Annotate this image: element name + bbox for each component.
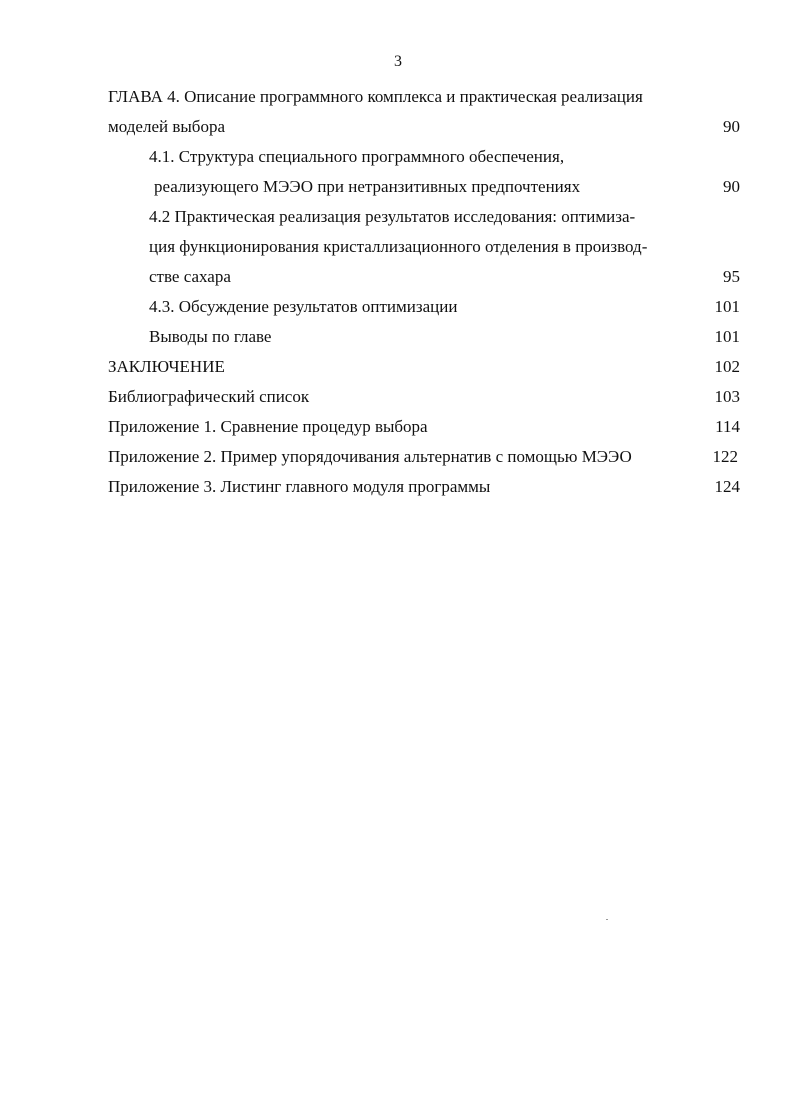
toc-section-4-3 [108, 292, 740, 322]
toc-bibliography-page: 103 [714, 387, 740, 406]
toc-conclusion-title: ЗАКЛЮЧЕНИЕ [108, 357, 225, 376]
toc-section-4-2-line-1 [108, 202, 740, 232]
toc-appendix-2-title: Приложение 2. Пример упорядочивания альтернатив с помощью МЭЭО [108, 447, 632, 466]
toc-chapter-4-line-2 [108, 112, 740, 142]
toc-section-4-3-page: 101 [714, 297, 740, 316]
table-of-contents [108, 82, 740, 502]
toc-chapter-4-title: ГЛАВА 4. Описание программного комплекса и практическая реализация [108, 87, 643, 106]
toc-section-4-2-line-2 [108, 232, 740, 262]
toc-section-4-2-line-3 [108, 262, 740, 292]
toc-chapter-4-page: 90 [723, 117, 740, 136]
toc-section-4-1-title-cont: реализующего МЭЭО при нетранзитивных предпочтениях [154, 177, 581, 196]
toc-chapter-conclusions-page: 101 [714, 327, 740, 346]
toc-section-4-3-title: 4.3. Обсуждение результатов оптимизации [149, 297, 458, 316]
toc-section-4-1-line-1 [108, 142, 740, 172]
toc-section-4-1-page: 90 [723, 177, 740, 196]
toc-bibliography [108, 382, 740, 412]
toc-appendix-3 [108, 472, 740, 502]
scan-speck [606, 919, 608, 920]
toc-section-4-2-page: 95 [723, 267, 740, 286]
toc-appendix-2 [108, 442, 740, 472]
toc-section-4-1-line-2 [108, 172, 740, 202]
toc-section-4-1-title: 4.1. Структура специального программного обеспечения, [149, 147, 565, 166]
toc-appendix-2-page: 122 [712, 447, 738, 466]
toc-appendix-1-title: Приложение 1. Сравнение процедур выбора [108, 417, 428, 436]
toc-appendix-1 [108, 412, 740, 442]
page-number: 3 [394, 53, 402, 70]
toc-chapter-conclusions [108, 322, 740, 352]
toc-conclusion-page: 102 [714, 357, 740, 376]
toc-chapter-conclusions-title: Выводы по главе [149, 327, 272, 346]
toc-section-4-2-title-cont: ция функционирования кристаллизационного отделения в производ- [149, 237, 648, 256]
toc-section-4-2-title: 4.2 Практическая реализация результатов исследования: оптимиза- [149, 207, 636, 226]
toc-section-4-2-title-end: стве сахара [149, 267, 231, 286]
toc-conclusion [108, 352, 740, 382]
toc-bibliography-title: Библиографический список [108, 387, 310, 406]
toc-appendix-3-page: 124 [714, 477, 740, 496]
toc-chapter-4-title-cont: моделей выбора [108, 117, 225, 136]
toc-chapter-4-line-1 [108, 82, 740, 112]
toc-appendix-1-page: 114 [715, 417, 740, 436]
toc-appendix-3-title: Приложение 3. Листинг главного модуля программы [108, 477, 491, 496]
